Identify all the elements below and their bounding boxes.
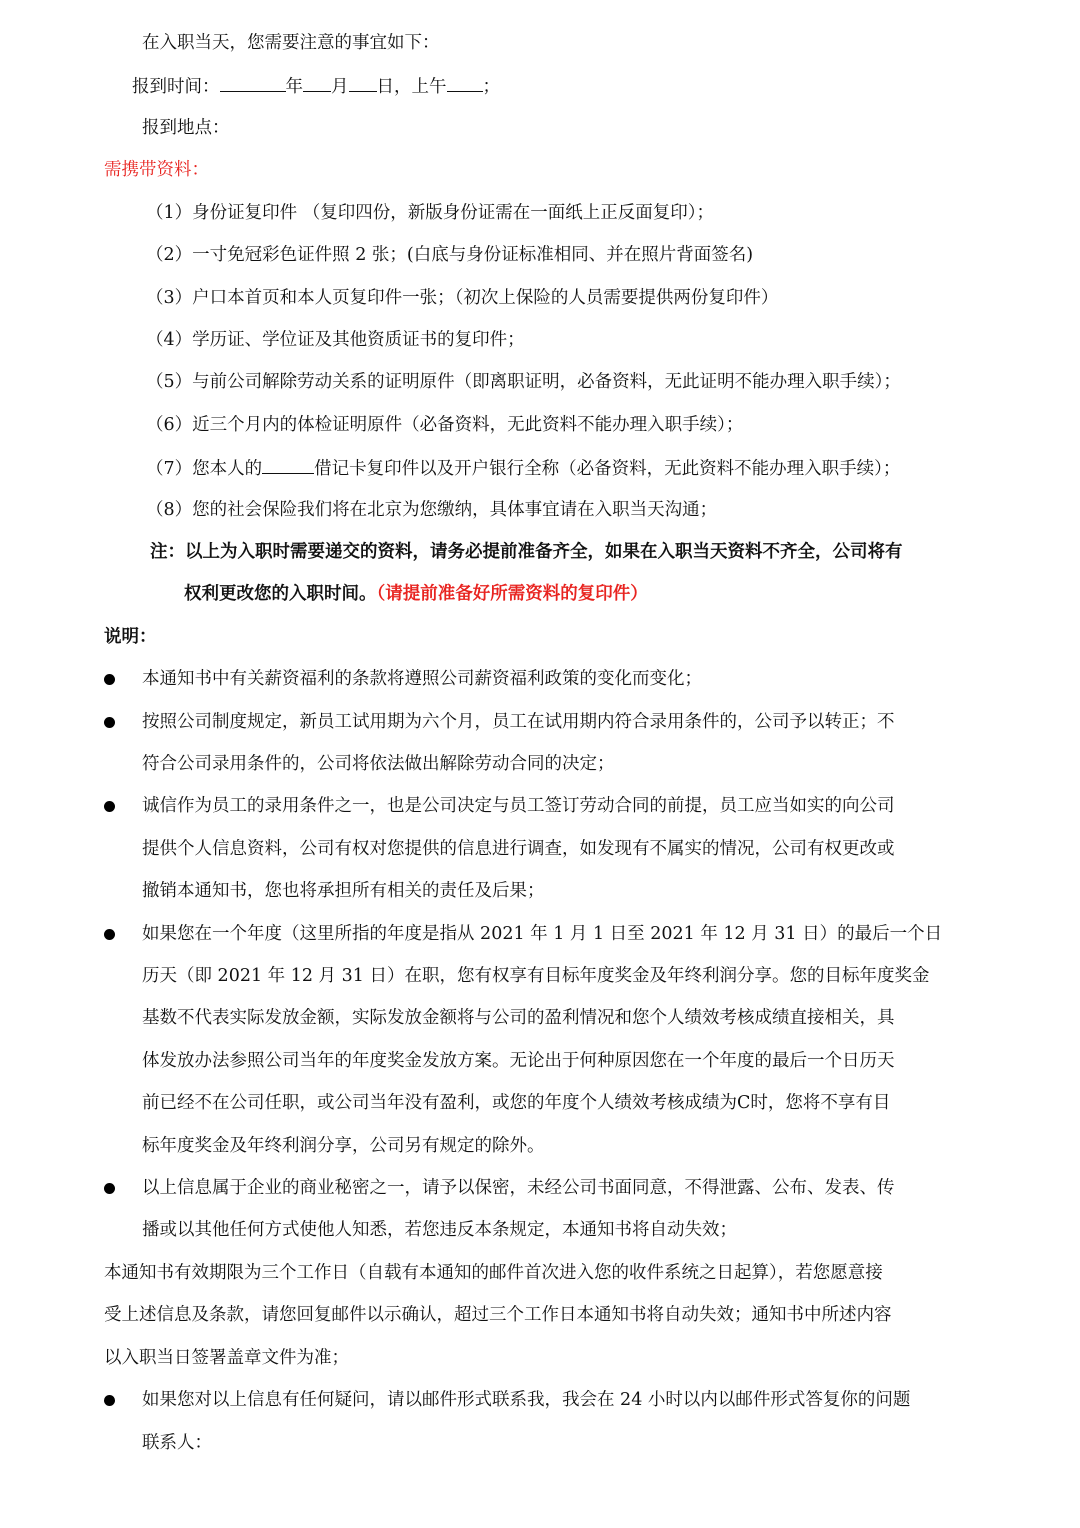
day-label: 日，上午 xyxy=(376,77,447,97)
explain-b4-line-5: 前已经不在公司任职，或公司当年没有盈利，或您的年度个人绩效考核成绩为C时，您将不享有目 xyxy=(142,1093,891,1113)
explain-b3-line-1: 诚信作为员工的录用条件之一，也是公司决定与员工签订劳动合同的前提，员工应当如实的向公司 xyxy=(142,796,895,816)
explain-heading: 说明： xyxy=(104,627,157,647)
year-label: 年 xyxy=(285,77,303,97)
material-item-1: （1）身份证复印件 （复印四份，新版身份证需在一面纸上正反面复印）； xyxy=(146,203,714,223)
note-line-1: 注：以上为入职时需要递交的资料，请务必提前准备齐全，如果在入职当天资料不齐全，公司将有 xyxy=(150,542,903,562)
explain-b5-line-2: 播或以其他任何方式使他人知悉，若您违反本条规定，本通知书将自动失效； xyxy=(142,1220,737,1240)
month-blank xyxy=(303,77,331,92)
validity-line-1: 本通知书有效期限为三个工作日（自载有本通知的邮件首次进入您的收件系统之日起算），若您愿意接 xyxy=(104,1263,883,1283)
material-item-6: （6）近三个月内的体检证明原件（必备资料，无此资料不能办理入职手续）； xyxy=(146,415,744,435)
material-item-5: （5）与前公司解除劳动关系的证明原件（即离职证明，必备资料，无此证明不能办理入职手续）； xyxy=(146,372,901,392)
bullet-icon xyxy=(104,1183,115,1194)
explain-b2-line-1: 按照公司制度规定，新员工试用期为六个月，员工在试用期内符合录用条件的，公司予以转正；不 xyxy=(142,712,895,732)
explain-b3-line-2: 提供个人信息资料，公司有权对您提供的信息进行调查，如发现有不属实的情况，公司有权更改或 xyxy=(142,839,895,859)
bullet-icon xyxy=(104,801,115,812)
material-item-8: （8）您的社会保险我们将在北京为您缴纳，具体事宜请在入职当天沟通； xyxy=(146,500,718,520)
validity-line-3: 以入职当日签署盖章文件为准； xyxy=(104,1348,349,1368)
explain-b5-line-1: 以上信息属于企业的商业秘密之一，请予以保密，未经公司书面同意，不得泄露、公布、发表、传 xyxy=(142,1178,895,1198)
material-item-3: （3）户口本首页和本人页复印件一张；（初次上保险的人员需要提供两份复印件） xyxy=(146,288,779,308)
bullet-icon xyxy=(104,674,115,685)
month-label: 月 xyxy=(331,77,349,97)
time-blank xyxy=(447,77,483,92)
explain-b4-line-2: 历天（即 2021 年 12 月 31 日）在职，您有权享有目标年度奖金及年终利润分享。您的目标年度奖金 xyxy=(142,966,930,986)
bank-blank xyxy=(262,459,314,474)
contact-line-2: 联系人： xyxy=(142,1433,212,1453)
report-time-label: 报到时间： xyxy=(132,77,220,97)
bullet-icon xyxy=(104,1395,115,1406)
day-blank xyxy=(349,77,377,92)
intro-text: 在入职当天，您需要注意的事宜如下： xyxy=(142,33,440,53)
note-line-2 xyxy=(184,586,648,604)
explain-b3-line-3: 撤销本通知书，您也将承担所有相关的责任及后果； xyxy=(142,881,545,901)
year-blank xyxy=(220,77,286,92)
report-time-line xyxy=(132,77,500,97)
explain-b2-line-2: 符合公司录用条件的，公司将依法做出解除劳动合同的决定； xyxy=(142,754,615,774)
material-item-2: （2）一寸免冠彩色证件照 2 张；(白底与身份证标准相同、并在照片背面签名) xyxy=(146,245,754,265)
item7-suffix: 借记卡复印件以及开户银行全称（必备资料，无此资料不能办理入职手续）； xyxy=(314,459,901,479)
explain-b4-line-3: 基数不代表实际发放金额，实际发放金额将与公司的盈利情况和您个人绩效考核成绩直接相关，具 xyxy=(142,1008,895,1028)
materials-heading: 需携带资料： xyxy=(104,160,209,180)
item7-prefix: （7）您本人的 xyxy=(146,459,263,479)
bullet-icon xyxy=(104,929,115,940)
explain-b1-line-1: 本通知书中有关薪资福利的条款将遵照公司薪资福利政策的变化而变化； xyxy=(142,669,702,689)
contact-line-1: 如果您对以上信息有任何疑问，请以邮件形式联系我，我会在 24 小时以内以邮件形式答复你的问题 xyxy=(142,1390,911,1410)
explain-b4-line-4: 体发放办法参照公司当年的年度奖金发放方案。无论出于何种原因您在一个年度的最后一个日历天 xyxy=(142,1051,895,1071)
report-time-end: ； xyxy=(482,77,500,97)
note-line-2-highlight: （请提前准备好所需资料的复印件） xyxy=(376,584,648,604)
bullet-icon xyxy=(104,717,115,728)
material-item-7 xyxy=(146,459,900,479)
explain-b4-line-6: 标年度奖金及年终利润分享，公司另有规定的除外。 xyxy=(142,1136,545,1156)
validity-line-2: 受上述信息及条款，请您回复邮件以示确认，超过三个工作日本通知书将自动失效；通知书中所述内容 xyxy=(104,1305,892,1325)
report-place: 报到地点： xyxy=(142,118,230,138)
note-line-2-text: 权利更改您的入职时间。 xyxy=(184,584,377,604)
material-item-4: （4）学历证、学位证及其他资质证书的复印件； xyxy=(146,330,525,350)
explain-b4-line-1: 如果您在一个年度（这里所指的年度是指从 2021 年 1 月 1 日至 2021 年 12 月 31 日）的最后一个日 xyxy=(142,924,943,944)
